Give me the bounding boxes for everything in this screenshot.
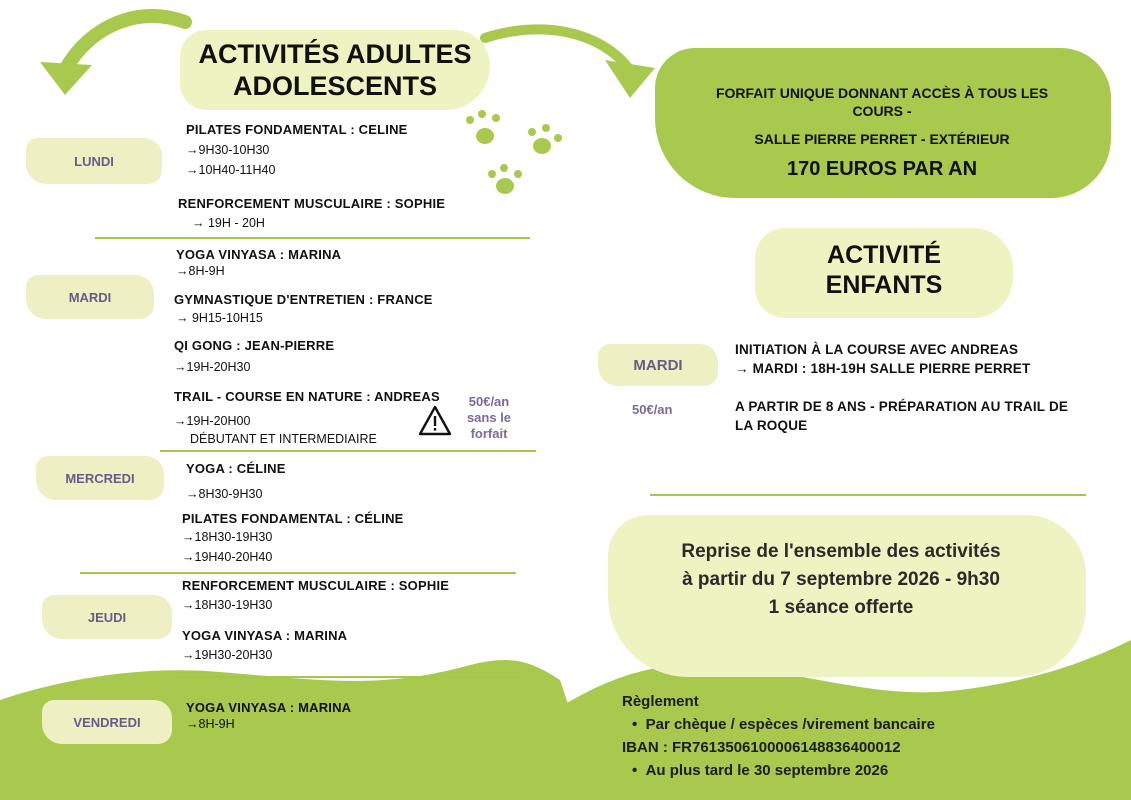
frog-footprints-icon bbox=[460, 108, 570, 203]
mardi-activity-1-title: YOGA VINYASA : MARINA bbox=[176, 247, 342, 262]
reglement-item-2-text: Au plus tard le 30 septembre 2026 bbox=[645, 762, 889, 779]
lundi-activity-2-time-1: → 19H - 20H bbox=[192, 216, 265, 230]
mardi-activity-3-time-1: →19H-20H30 bbox=[174, 360, 251, 374]
forfait-line2: COURS - bbox=[852, 103, 912, 119]
adult-title-line1: ACTIVITÉS ADULTES bbox=[198, 39, 472, 69]
enfants-line3: A PARTIR DE 8 ANS - PRÉPARATION AU TRAIL DE bbox=[735, 399, 1069, 414]
mercredi-activity-2-title: PILATES FONDAMENTAL : CÉLINE bbox=[182, 511, 404, 526]
mardi-activity-1-time-1: →8H-9H bbox=[176, 264, 225, 278]
vendredi-activity-1-title: YOGA VINYASA : MARINA bbox=[186, 700, 352, 715]
mardi-activity-4-time-1: →19H-20H00 bbox=[174, 414, 251, 428]
separator bbox=[175, 676, 521, 678]
reprise-line2: à partir du 7 septembre 2026 - 9h30 bbox=[682, 569, 1000, 590]
mardi-activity-2-title: GYMNASTIQUE D'ENTRETIEN : FRANCE bbox=[174, 292, 433, 307]
enfants-title bbox=[755, 240, 1013, 300]
jeudi-activity-2-time-1: →19H30-20H30 bbox=[182, 648, 273, 662]
enfants-title-line2: ENFANTS bbox=[825, 271, 943, 299]
separator bbox=[160, 450, 536, 452]
separator bbox=[80, 572, 516, 574]
enfants-line1: INITIATION À LA COURSE AVEC ANDREAS bbox=[735, 342, 1019, 357]
mercredi-activity-1-title: YOGA : CÉLINE bbox=[186, 461, 286, 476]
forfait-price: 170 EUROS PAR AN bbox=[786, 158, 978, 180]
reprise-box bbox=[608, 538, 1074, 622]
enfants-title-line1: ACTIVITÉ bbox=[827, 241, 941, 269]
forfait-line1: FORFAIT UNIQUE DONNANT ACCÈS À TOUS LES bbox=[715, 85, 1049, 101]
lundi-activity-1-time-1: →9H30-10H30 bbox=[186, 143, 270, 157]
forfait-box bbox=[672, 84, 1092, 182]
adult-title-line2: ADOLESCENTS bbox=[232, 71, 438, 101]
mercredi-activity-1-time-1: →8H30-9H30 bbox=[186, 487, 263, 501]
mardi-activity-4-level: DÉBUTANT ET INTERMEDIAIRE bbox=[190, 432, 377, 446]
warning-icon bbox=[418, 405, 452, 437]
lundi-activity-2-title: RENFORCEMENT MUSCULAIRE : SOPHIE bbox=[178, 196, 446, 211]
trail-price-line3: forfait bbox=[470, 426, 508, 441]
jeudi-activity-1-title: RENFORCEMENT MUSCULAIRE : SOPHIE bbox=[182, 578, 450, 593]
enfants-price: 50€/an bbox=[632, 402, 673, 417]
jeudi-activity-1-time-1: →18H30-19H30 bbox=[182, 598, 273, 612]
jeudi-activity-2-title: YOGA VINYASA : MARINA bbox=[182, 628, 348, 643]
separator bbox=[95, 237, 530, 239]
mardi-activity-4-title: TRAIL - COURSE EN NATURE : ANDREAS bbox=[174, 389, 440, 404]
enfants-line4: LA ROQUE bbox=[735, 418, 808, 433]
day-jeudi: JEUDI bbox=[42, 595, 172, 639]
trail-price-line1: 50€/an bbox=[468, 394, 510, 409]
lundi-activity-1-title: PILATES FONDAMENTAL : CELINE bbox=[186, 122, 408, 137]
bullet: • bbox=[632, 716, 646, 733]
day-mercredi: MERCREDI bbox=[36, 456, 164, 500]
curved-arrow-left-icon bbox=[65, 16, 185, 70]
day-mardi: MARDI bbox=[26, 275, 154, 319]
enfants-day-mardi: MARDI bbox=[598, 344, 718, 386]
reglement-item-2 bbox=[622, 759, 935, 782]
mardi-activity-2-time-1: → 9H15-10H15 bbox=[176, 311, 263, 325]
vendredi-activity-1-time-1: →8H-9H bbox=[186, 717, 235, 731]
trail-price bbox=[458, 394, 520, 442]
mercredi-activity-2-time-2: →19H40-20H40 bbox=[182, 550, 273, 564]
day-lundi: LUNDI bbox=[26, 138, 162, 184]
mercredi-activity-2-time-1: →18H30-19H30 bbox=[182, 530, 273, 544]
day-vendredi: VENDREDI bbox=[42, 700, 172, 744]
reglement-iban: IBAN : FR7613506100006148836400012 bbox=[622, 739, 901, 756]
forfait-line3: SALLE PIERRE PERRET - EXTÉRIEUR bbox=[754, 131, 1010, 147]
reglement-item-1 bbox=[622, 713, 935, 736]
enfants-line2: → MARDI : 18H-19H SALLE PIERRE PERRET bbox=[735, 361, 1031, 376]
adult-title bbox=[180, 38, 490, 102]
reglement-title: Règlement bbox=[622, 693, 699, 710]
reprise-line1: Reprise de l'ensemble des activités bbox=[681, 541, 1001, 562]
trail-price-line2: sans le bbox=[466, 410, 512, 425]
separator bbox=[650, 494, 1086, 496]
reglement-item-1-text: Par chèque / espèces /virement bancaire bbox=[645, 716, 935, 733]
reprise-line3: 1 séance offerte bbox=[768, 597, 914, 618]
lundi-activity-1-time-2: →10H40-11H40 bbox=[186, 163, 276, 177]
mardi-activity-3-title: QI GONG : JEAN-PIERRE bbox=[174, 338, 335, 353]
bullet: • bbox=[632, 762, 646, 779]
reglement-box bbox=[622, 690, 935, 782]
